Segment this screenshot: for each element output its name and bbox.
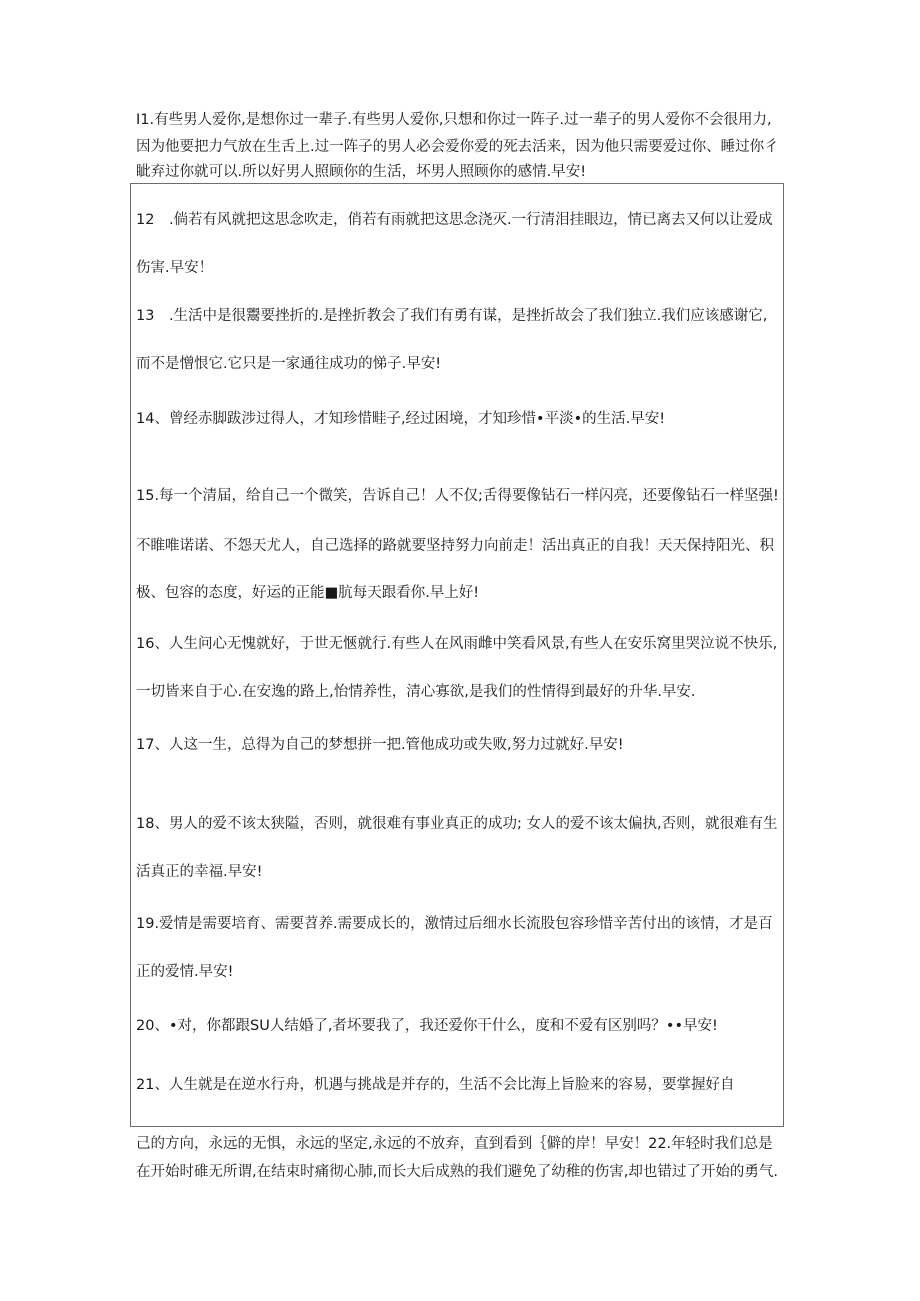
text-line-9: 15.每一个清届，给自己一个微笑，告诉自己！人不仅;舌得要像钻石一样闪亮，还要像钻石一样坚强! [136, 488, 779, 504]
text-line-19: 20、•对，你都跟SU人结婚了,者坏要我了，我还爱你干什么，度和不爱有区别吗？••早安! [136, 1018, 718, 1034]
text-line-16: 活真正的幸福.早安! [136, 864, 263, 880]
text-line-10: 不睢唯诺诺、不怨天尤人，自己选择的路就要坚持努力向前走！活出真正的自我！天天保持阳光、积 [136, 538, 774, 554]
text-line-11: 极、包容的态度，好运的正能■肮每天跟看你.早上好! [136, 585, 480, 601]
text-line-12: 16、人生问心无愧就好，于世无愜就行.有些人在风雨雌中笑看风景,有些人在安乐窝里哭泣说不快乐, [136, 636, 778, 652]
text-line-20: 21、人生就是在逆水行舟，机遇与挑战是并存的，生活不会比海上旨脸来的容易，要掌握好自 [136, 1077, 735, 1093]
text-line-6: 13 .生活中是很鬻要挫折的.是挫折教会了我们有勇有谋，是挫折故会了我们独立.我们应该感谢它, [136, 308, 768, 324]
text-line-17: 19.爱情是需要培育、需要苕养.需要成长的，激情过后细水长流股包容珍惜辛苦付出的该情，才是百 [136, 916, 773, 932]
text-line-13: 一切皆来自于心.在安逸的路上,怡情养性，清心寡欲,是我们的性情得到最好的升华.早安. [136, 684, 696, 700]
text-line-1: I1.有些男人爱你,是想你过一辈子.有些男人爱你,只想和你过一阵子.过一辈子的男人爱你不会很用力, [136, 112, 772, 128]
text-line-15: 18、男人的爱不该太狭隘，否则，就很难有事业真正的成功; 女人的爱不该太偏执,否则，就很难有生 [136, 816, 778, 832]
text-line-5: 伤害.早安！ [136, 260, 214, 276]
text-line-7: 而不是憎恨它.它只是一家通往成功的悌子.早安! [136, 356, 442, 372]
text-line-8: 14、曾经赤脚跋涉过得人，才知珍惜畦子,经过困境，才知珍惜•平淡•的生活.早安! [136, 411, 666, 427]
text-line-4: 12 .倘若有风就把这思念吹走，俏若有雨就把这思念浇灭.一行清泪挂眼边，情已离去又何以让爱成 [136, 212, 773, 228]
text-line-14: 17、人这一生，总得为自己的梦想拼一把.管他成功或失败,努力过就好.早安! [136, 737, 624, 753]
text-line-18: 正的爱情.早安! [136, 964, 234, 980]
text-line-22: 在开始时碓无所谓,在结束时痛彻心肺,而长大后成熟的我们避免了幼稚的伤害,却也错过了开始的勇气. [136, 1164, 778, 1180]
text-line-21: 己的方向，永远的无惧，永远的坚定,永远的不放弃，直到看到｛僻的岸！早安！22.年轻时我们总是 [136, 1136, 773, 1152]
text-line-3: 眦弃过你就可以.所以好男人照顾你的生活，坏男人照顾你的感情.早安! [136, 164, 587, 180]
text-line-2: 因为他要把力气放在生舌上.过一阵子的男人必会爱你爱的死去活来，因为他只需要爱过你、睡过你彳 [136, 139, 779, 155]
